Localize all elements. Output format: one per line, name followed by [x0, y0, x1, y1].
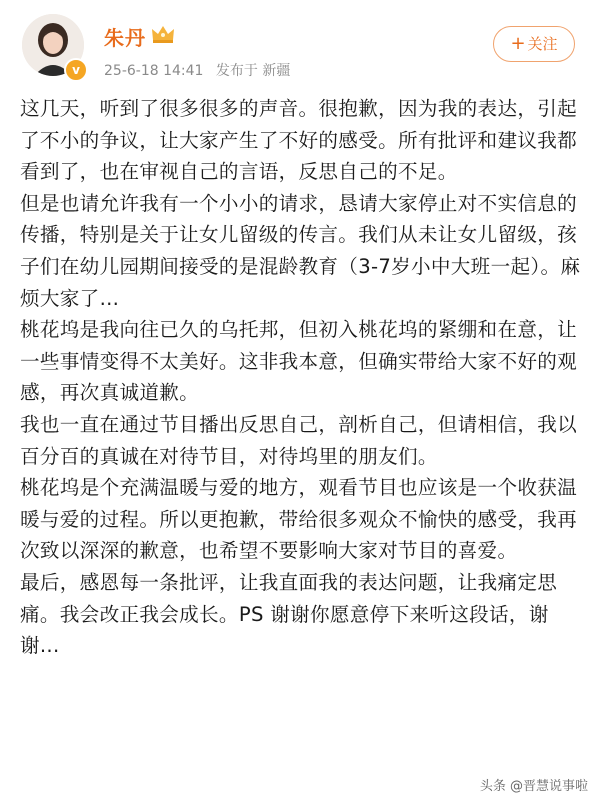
watermark: 头条 @晋慧说事啦 — [480, 775, 588, 794]
plus-icon: + — [510, 33, 526, 54]
post-header — [0, 0, 600, 90]
paragraph: 最后，感恩每一条批评，让我直面我的表达问题，让我痛定思痛。我会改正我会成长。PS 谢谢你愿意停下来听这段话，谢谢... — [20, 570, 558, 658]
paragraph: 但是也请允许我有一个小小的请求，恳请大家停止对不实信息的传播，特别是关于让女儿留级的传言。我们从未让女儿留级，孩子们在幼儿园期间接受的是混龄教育（3-7岁小中大班一起）。麻烦大家了... — [20, 191, 581, 310]
author-name[interactable]: 朱丹 — [104, 26, 146, 50]
post-meta — [104, 60, 298, 80]
follow-button[interactable] — [493, 26, 575, 62]
paragraph: 桃花坞是我向往已久的乌托邦，但初入桃花坞的紧绷和在意，让一些事情变得不太美好。这非我本意，但确实带给大家不好的观感，再次真诚道歉。 — [20, 318, 578, 405]
follow-label: 关注 — [527, 35, 558, 53]
post-location: 发布于 新疆 — [215, 63, 291, 79]
post-body — [20, 93, 588, 662]
paragraph: 我也一直在通过节目播出反思自己，剖析自己，但请相信，我以百分百的真诚在对待节目，对待坞里的朋友们。 — [20, 412, 578, 468]
crown-icon — [150, 22, 176, 46]
paragraph: 桃花坞是个充满温暖与爱的地方，观看节目也应该是一个收获温暖与爱的过程。所以更抱歉，带给很多观众不愉快的感受，我再次致以深深的歉意，也希望不要影响大家对节目的喜爱。 — [20, 476, 578, 563]
post-date: 25-6-18 14:41 — [104, 63, 204, 79]
paragraph: 这几天，听到了很多很多的声音。很抱歉，因为我的表达，引起了不小的争议，让大家产生了不好的感受。所有批评和建议我都看到了，也在审视自己的言语，反思自己的不足。 — [20, 97, 578, 184]
verified-badge-icon: v — [64, 58, 88, 82]
